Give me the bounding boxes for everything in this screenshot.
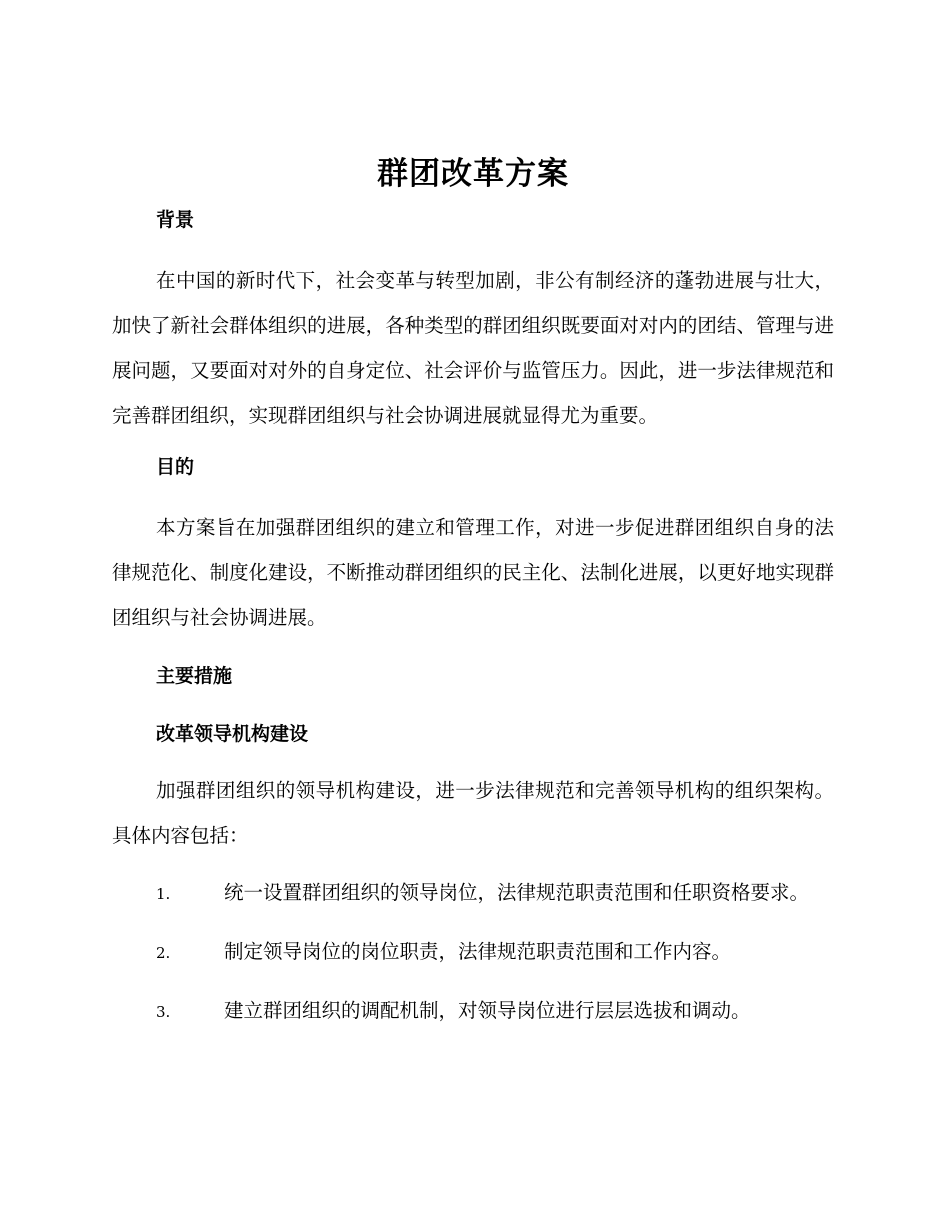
list-item [112, 870, 834, 917]
purpose-paragraph: 本方案旨在加强群团组织的建立和管理工作，对进一步促进群团组织自身的法律规范化、制度化建设，不断推动群团组织的民主化、法制化进展，以更好地实现群团组织与社会协调进展。 [112, 516, 834, 629]
subsection-heading-leadership: 改革领导机构建设 [156, 723, 309, 745]
list-item [112, 988, 834, 1035]
list-item-number: 2. [156, 944, 171, 962]
measures-paragraph: 加强群团组织的领导机构建设，进一步法律规范和完善领导机构的组织架构。具体内容包括： [112, 779, 834, 847]
section-heading-purpose: 目的 [156, 456, 195, 478]
section-heading-measures: 主要措施 [156, 665, 233, 687]
background-paragraph: 在中国的新时代下，社会变革与转型加剧，非公有制经济的蓬勃进展与壮大，加快了新社会群体组织的进展，各种类型的群团组织既要面对对内的团结、管理与进展问题，又要面对对外的自身定位、社会评价与监管压力。因此，进一步法律规范和完善群团组织，实现群团组织与社会协调进展就显得尤为重要。 [112, 269, 834, 427]
list-item-text: 建立群团组织的调配机制，对领导岗位进行层层选拔和调动。 [224, 999, 751, 1022]
list-item-number: 3. [156, 1003, 171, 1021]
list-item-text: 统一设置群团组织的领导岗位，法律规范职责范围和任职资格要求。 [224, 881, 810, 904]
list-item [112, 929, 834, 976]
list-item-number: 1. [156, 885, 171, 903]
list-item-text: 制定领导岗位的岗位职责，法律规范职责范围和工作内容。 [224, 940, 732, 963]
document-page [112, 148, 834, 1035]
section-heading-background: 背景 [156, 209, 195, 231]
document-title: 群团改革方案 [377, 156, 569, 192]
